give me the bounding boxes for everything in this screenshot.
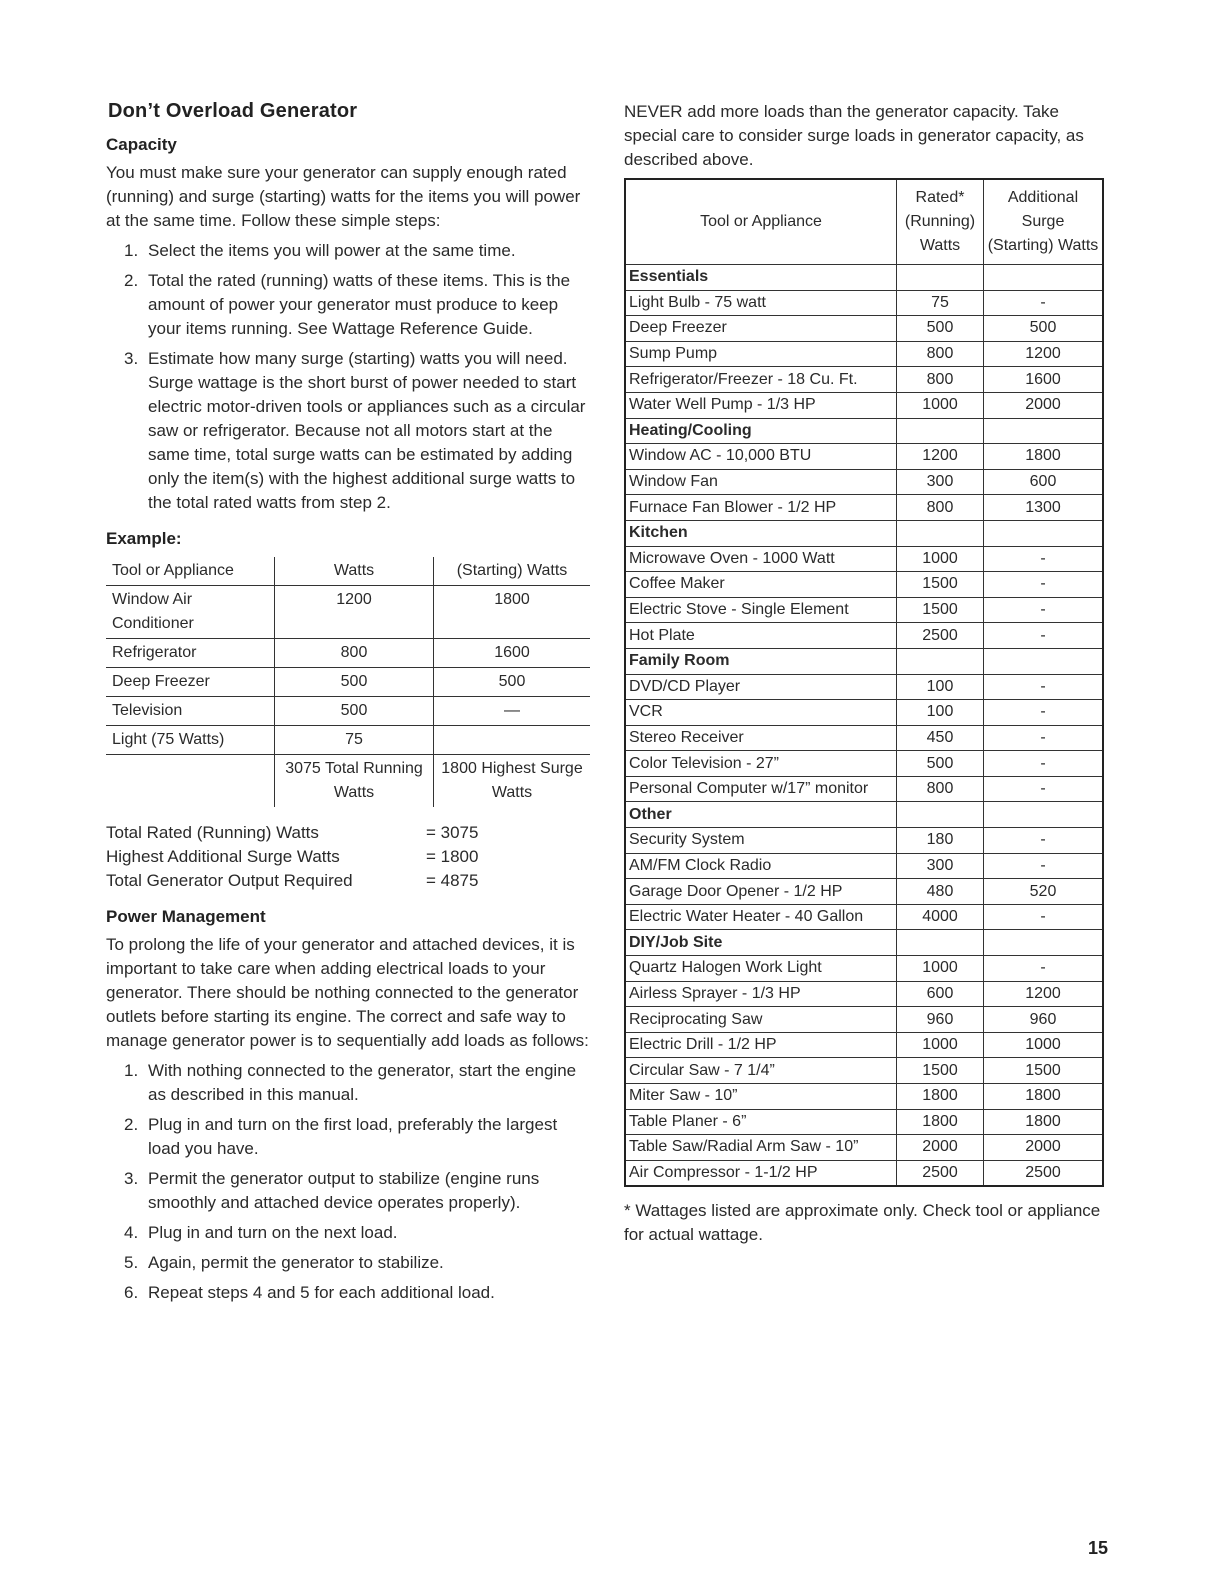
appliance-name: Heating/Cooling: [625, 418, 897, 444]
column-header: Watts: [275, 557, 434, 586]
list-item: [106, 269, 590, 341]
rated-watts: [897, 418, 984, 444]
surge-watts: -: [984, 956, 1104, 982]
surge-watts: [984, 802, 1104, 828]
table-row: [625, 1084, 1103, 1110]
cell: Deep Freezer: [106, 668, 275, 697]
step-number: 2.: [124, 271, 139, 290]
appliance-name: Hot Plate: [625, 623, 897, 649]
appliance-name: Reciprocating Saw: [625, 1007, 897, 1033]
table-row: [625, 316, 1103, 342]
cell: 1600: [434, 639, 591, 668]
appliance-name: Other: [625, 802, 897, 828]
appliance-name: Sump Pump: [625, 341, 897, 367]
table-row: [625, 1109, 1103, 1135]
rated-watts: 1800: [897, 1109, 984, 1135]
totals-row: [106, 869, 590, 893]
rated-watts: [897, 802, 984, 828]
category-row: [625, 648, 1103, 674]
appliance-name: Window Fan: [625, 469, 897, 495]
table-row: [106, 726, 590, 755]
rated-watts: 1500: [897, 572, 984, 598]
overload-warning: NEVER add more loads than the generator capacity. Take special care to consider surge loads in generator capacity, as described above.: [624, 102, 1084, 169]
cell: 800: [275, 639, 434, 668]
total-running-watts: 3075 Total Running Watts: [275, 755, 434, 808]
column-header: Additional Surge (Starting) Watts: [984, 179, 1104, 265]
totals-row: [106, 821, 590, 845]
section-title: Don’t Overload Generator: [108, 100, 358, 122]
rated-watts: 500: [897, 751, 984, 777]
surge-watts: 2500: [984, 1160, 1104, 1186]
rated-watts: 960: [897, 1007, 984, 1033]
example-heading: Example:: [106, 529, 182, 548]
table-row: [106, 697, 590, 726]
power-management-steps: [106, 1059, 590, 1305]
table-row: [106, 668, 590, 697]
cell: 75: [275, 726, 434, 755]
page-number: 15: [1087, 1538, 1108, 1558]
surge-watts: 600: [984, 469, 1104, 495]
rated-watts: 4000: [897, 904, 984, 930]
column-header: Tool or Appliance: [106, 557, 275, 586]
surge-watts: -: [984, 751, 1104, 777]
appliance-name: Miter Saw - 10”: [625, 1084, 897, 1110]
list-item: [106, 1251, 590, 1275]
column-header: (Starting) Watts: [434, 557, 591, 586]
table-row: [625, 1058, 1103, 1084]
rated-watts: 2000: [897, 1135, 984, 1161]
footnote: * Wattages listed are approximate only. Check tool or appliance for actual wattage.: [624, 1201, 1101, 1245]
rated-watts: 500: [897, 316, 984, 342]
table-row: [625, 444, 1103, 470]
rated-watts: 100: [897, 674, 984, 700]
table-row: [625, 725, 1103, 751]
surge-watts: 1200: [984, 341, 1104, 367]
table-row: [625, 879, 1103, 905]
totals-label: Total Generator Output Required: [106, 871, 353, 890]
step-text: Repeat steps 4 and 5 for each additional load.: [148, 1283, 495, 1302]
appliance-name: Essentials: [625, 265, 897, 291]
table-row: [625, 828, 1103, 854]
rated-watts: 2500: [897, 623, 984, 649]
step-text: Estimate how many surge (starting) watts you will need. Surge wattage is the short burst of power needed to start electric motor-driven tools or appliances such as a circular saw or refrigerator. Because not all motors start at the same time, total surge watts can be estimated by adding only the item(s) with the highest additional surge watts to the total rated watts from step 2.: [148, 349, 586, 512]
rated-watts: [897, 930, 984, 956]
highest-surge-watts: 1800 Highest Surge Watts: [441, 760, 583, 801]
category-row: [625, 418, 1103, 444]
surge-watts: -: [984, 700, 1104, 726]
surge-watts: -: [984, 674, 1104, 700]
cell: [106, 755, 275, 808]
appliance-name: Table Saw/Radial Arm Saw - 10”: [625, 1135, 897, 1161]
appliance-name: Coffee Maker: [625, 572, 897, 598]
step-number: 1.: [124, 241, 139, 260]
surge-watts: 1000: [984, 1032, 1104, 1058]
table-row: [625, 1160, 1103, 1186]
cell: Television: [106, 697, 275, 726]
totals-label: Highest Additional Surge Watts: [106, 847, 340, 866]
category-row: [625, 520, 1103, 546]
list-item: [106, 239, 590, 263]
cell: 1200: [275, 586, 434, 639]
totals-row: [106, 845, 590, 869]
table-row: [625, 392, 1103, 418]
surge-watts: [984, 930, 1104, 956]
appliance-name: Table Planer - 6”: [625, 1109, 897, 1135]
step-text: With nothing connected to the generator, start the engine as described in this manual.: [148, 1061, 577, 1104]
table-row: [625, 981, 1103, 1007]
totals-value: = 3075: [426, 823, 479, 842]
surge-watts: -: [984, 623, 1104, 649]
step-number: 1.: [124, 1061, 139, 1080]
totals-value: = 4875: [426, 871, 479, 890]
cell: Refrigerator: [106, 639, 275, 668]
surge-watts: 1300: [984, 495, 1104, 521]
surge-watts: -: [984, 776, 1104, 802]
table-row: [625, 341, 1103, 367]
surge-watts: 1200: [984, 981, 1104, 1007]
column-header: Rated* (Running) Watts: [897, 179, 984, 265]
appliance-name: Refrigerator/Freezer - 18 Cu. Ft.: [625, 367, 897, 393]
step-number: 6.: [124, 1283, 139, 1302]
table-row: [625, 853, 1103, 879]
table-row: [625, 572, 1103, 598]
list-item: [106, 1221, 590, 1245]
appliance-name: Air Compressor - 1-1/2 HP: [625, 1160, 897, 1186]
surge-watts: 2000: [984, 1135, 1104, 1161]
list-item: [106, 1113, 590, 1161]
appliance-name: Quartz Halogen Work Light: [625, 956, 897, 982]
step-number: 2.: [124, 1115, 139, 1134]
appliance-name: Stereo Receiver: [625, 725, 897, 751]
rated-watts: 600: [897, 981, 984, 1007]
appliance-name: Microwave Oven - 1000 Watt: [625, 546, 897, 572]
rated-watts: 75: [897, 290, 984, 316]
appliance-name: Water Well Pump - 1/3 HP: [625, 392, 897, 418]
table-row: [625, 469, 1103, 495]
cell: 500: [275, 697, 434, 726]
step-text: Permit the generator output to stabilize (engine runs smoothly and attached device operates properly).: [148, 1169, 540, 1212]
surge-watts: [984, 265, 1104, 291]
rated-watts: 1000: [897, 546, 984, 572]
right-column: [624, 100, 1108, 1247]
rated-watts: 300: [897, 469, 984, 495]
rated-watts: 800: [897, 367, 984, 393]
cell: Window Air Conditioner: [106, 586, 275, 639]
step-text: Select the items you will power at the same time.: [148, 241, 516, 260]
appliance-name: Electric Water Heater - 40 Gallon: [625, 904, 897, 930]
table-row: [625, 290, 1103, 316]
rated-watts: 450: [897, 725, 984, 751]
rated-watts: 1200: [897, 444, 984, 470]
table-row: [625, 623, 1103, 649]
category-row: [625, 265, 1103, 291]
category-row: [625, 802, 1103, 828]
list-item: [106, 1167, 590, 1215]
surge-watts: -: [984, 725, 1104, 751]
rated-watts: [897, 520, 984, 546]
surge-watts: -: [984, 546, 1104, 572]
surge-watts: [984, 648, 1104, 674]
table-row: [625, 776, 1103, 802]
appliance-name: Electric Stove - Single Element: [625, 597, 897, 623]
rated-watts: 1000: [897, 956, 984, 982]
surge-watts: -: [984, 904, 1104, 930]
appliance-name: Light Bulb - 75 watt: [625, 290, 897, 316]
rated-watts: 300: [897, 853, 984, 879]
rated-watts: [897, 648, 984, 674]
table-row: [625, 367, 1103, 393]
surge-watts: 1800: [984, 444, 1104, 470]
appliance-name: AM/FM Clock Radio: [625, 853, 897, 879]
table-row: [625, 700, 1103, 726]
step-number: 3.: [124, 349, 139, 368]
rated-watts: 1000: [897, 392, 984, 418]
table-row: [106, 586, 590, 639]
surge-watts: 1800: [984, 1084, 1104, 1110]
surge-watts: -: [984, 290, 1104, 316]
list-item: [106, 1059, 590, 1107]
rated-watts: 1800: [897, 1084, 984, 1110]
appliance-name: VCR: [625, 700, 897, 726]
capacity-intro: You must make sure your generator can supply enough rated (running) and surge (starting) watts for the items you will power at the same time. Follow these simple steps:: [106, 163, 581, 230]
table-row: [625, 1032, 1103, 1058]
cell: Light (75 Watts): [106, 726, 275, 755]
totals-value: = 1800: [426, 847, 479, 866]
rated-watts: 1000: [897, 1032, 984, 1058]
appliance-name: Family Room: [625, 648, 897, 674]
surge-watts: 1800: [984, 1109, 1104, 1135]
category-row: [625, 930, 1103, 956]
list-item: [106, 1281, 590, 1305]
step-number: 3.: [124, 1169, 139, 1188]
example-table: [106, 557, 590, 807]
table-row: [625, 904, 1103, 930]
appliance-name: Personal Computer w/17” monitor: [625, 776, 897, 802]
surge-watts: 960: [984, 1007, 1104, 1033]
rated-watts: 800: [897, 341, 984, 367]
step-text: Plug in and turn on the first load, preferably the largest load you have.: [148, 1115, 558, 1158]
appliance-name: Electric Drill - 1/2 HP: [625, 1032, 897, 1058]
appliance-name: Window AC - 10,000 BTU: [625, 444, 897, 470]
surge-watts: [984, 520, 1104, 546]
table-row: [625, 495, 1103, 521]
column-header: Tool or Appliance: [625, 179, 897, 265]
capacity-steps: [106, 239, 590, 515]
wattage-table-body: [625, 179, 1103, 1186]
rated-watts: 1500: [897, 1058, 984, 1084]
surge-watts: -: [984, 828, 1104, 854]
table-row: [625, 751, 1103, 777]
power-management-intro: To prolong the life of your generator and attached devices, it is important to take care when adding electrical loads to your generator. There should be nothing connected to the generator outlets before starting its engine. The correct and safe way to manage generator power is to sequentially add loads as follows:: [106, 935, 589, 1050]
appliance-name: Kitchen: [625, 520, 897, 546]
appliance-name: DIY/Job Site: [625, 930, 897, 956]
surge-watts: 520: [984, 879, 1104, 905]
rated-watts: 100: [897, 700, 984, 726]
rated-watts: 800: [897, 776, 984, 802]
surge-watts: 2000: [984, 392, 1104, 418]
table-row: [625, 956, 1103, 982]
table-summary-row: [106, 755, 590, 808]
wattage-reference-table: [624, 178, 1104, 1187]
surge-watts: -: [984, 853, 1104, 879]
rated-watts: 1500: [897, 597, 984, 623]
capacity-heading: Capacity: [106, 135, 177, 154]
rated-watts: [897, 265, 984, 291]
surge-watts: -: [984, 572, 1104, 598]
cell: 500: [434, 668, 591, 697]
step-number: 4.: [124, 1223, 139, 1242]
totals-block: [106, 821, 590, 893]
rated-watts: 800: [897, 495, 984, 521]
surge-watts: [984, 418, 1104, 444]
rated-watts: 480: [897, 879, 984, 905]
cell: 500: [275, 668, 434, 697]
step-text: Again, permit the generator to stabilize.: [148, 1253, 444, 1272]
appliance-name: Furnace Fan Blower - 1/2 HP: [625, 495, 897, 521]
appliance-name: Security System: [625, 828, 897, 854]
surge-watts: 500: [984, 316, 1104, 342]
appliance-name: Deep Freezer: [625, 316, 897, 342]
totals-label: Total Rated (Running) Watts: [106, 823, 319, 842]
appliance-name: DVD/CD Player: [625, 674, 897, 700]
power-management-heading: Power Management: [106, 907, 266, 926]
table-row: [625, 1135, 1103, 1161]
table-header-row: [106, 557, 590, 586]
list-item: [106, 347, 590, 515]
table-row: [625, 1007, 1103, 1033]
table-row: [625, 546, 1103, 572]
step-text: Plug in and turn on the next load.: [148, 1223, 398, 1242]
table-header-row: [625, 179, 1103, 265]
step-number: 5.: [124, 1253, 139, 1272]
cell: —: [434, 697, 591, 726]
surge-watts: -: [984, 597, 1104, 623]
left-column: [106, 100, 590, 1311]
appliance-name: Color Television - 27”: [625, 751, 897, 777]
step-text: Total the rated (running) watts of these items. This is the amount of power your generator must produce to keep your items running. See Wattage Reference Guide.: [148, 271, 571, 338]
table-row: [625, 674, 1103, 700]
appliance-name: Garage Door Opener - 1/2 HP: [625, 879, 897, 905]
rated-watts: 180: [897, 828, 984, 854]
surge-watts: 1600: [984, 367, 1104, 393]
table-row: [106, 639, 590, 668]
cell: [434, 726, 591, 755]
surge-watts: 1500: [984, 1058, 1104, 1084]
table-row: [625, 597, 1103, 623]
rated-watts: 2500: [897, 1160, 984, 1186]
appliance-name: Airless Sprayer - 1/3 HP: [625, 981, 897, 1007]
appliance-name: Circular Saw - 7 1/4”: [625, 1058, 897, 1084]
cell: 1800: [434, 586, 591, 639]
